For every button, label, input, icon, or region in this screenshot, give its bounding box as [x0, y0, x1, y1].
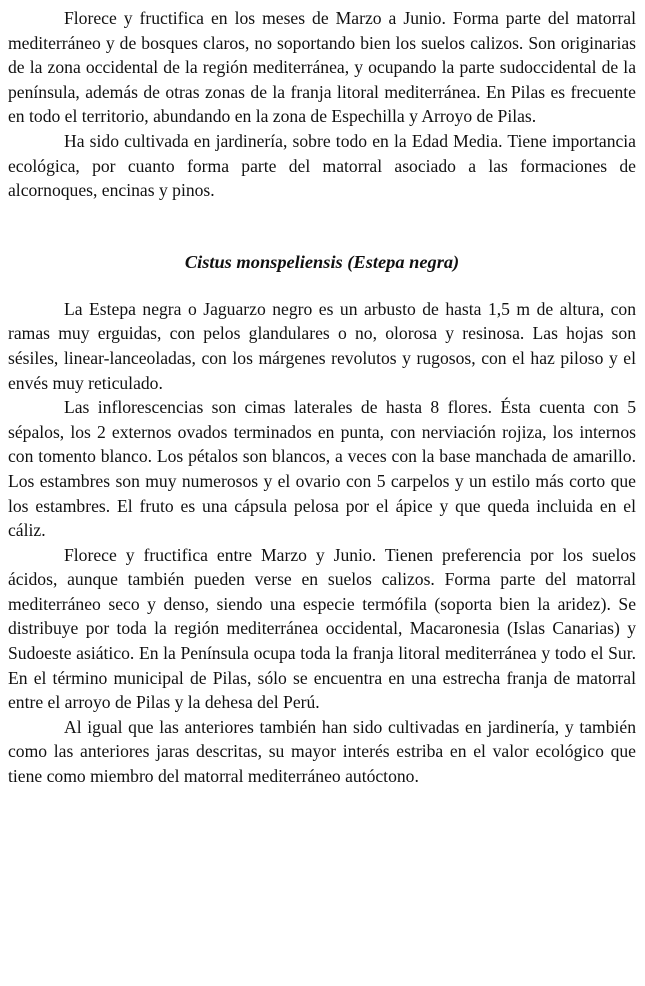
section-paragraph-distribution: Florece y fructifica entre Marzo y Junio. Tienen preferencia por los suelos ácidos, aunque también pueden verse en suelos calizos. Forma parte del matorral mediterráneo seco y denso, siendo una especie termófila (soporta bien la aridez). Se distribuye por toda la región mediterránea occidental, Macaronesia (Islas Canarias) y Sudoeste asiático. En la Península ocupa toda la franja litoral mediterránea y todo el Sur. En el término municipal de Pilas, sólo se encuentra en una estrecha franja de matorral entre el arroyo de Pilas y la dehesa del Perú. [8, 544, 636, 713]
section-title: Cistus monspeliensis (Estepa negra) [184, 251, 460, 272]
section-paragraph-description: La Estepa negra o Jaguarzo negro es un arbusto de hasta 1,5 m de altura, con ramas muy erguidas, con pelos glandulares o no, olorosa y resinosa. Las hojas son sésiles, linear-lanceoladas, con los márgenes revolutos y rugosos, con el haz piloso y el envés muy reticulado. [8, 298, 636, 393]
section-paragraph-ecology: Al igual que las anteriores también han sido cultivadas en jardinería, y también como las anteriores jaras descritas, su mayor interés estriba en el valor ecológico que tiene como miembro del matorral mediterráneo autóctono. [8, 716, 636, 787]
document-page [8, 6, 636, 789]
section-paragraph-inflorescence: Las inflorescencias son cimas laterales de hasta 8 flores. Ésta cuenta con 5 sépalos, los 2 externos ovados terminados en punta, con nerviación rojiza, los internos con tomento blanco. Los pétalos son blancos, a veces con la base manchada de amarillo. Los estambres son muy numerosos y el ovario con 5 carpelos y un estilo más corto que los estambres. El fruto es una cápsula pelosa por el ápice y que queda incluida en el cáliz. [8, 397, 636, 541]
intro-paragraph-flowering: Florece y fructifica en los meses de Marzo a Junio. Forma parte del matorral mediterráneo y de bosques claros, no soportando bien los suelos calizos. Son originarias de la zona occidental de la región mediterránea, y ocupando la parte sudoccidental de la península, además de otras zonas de la franja litoral mediterránea. En Pilas es frecuente en todo el territorio, abundando en la zona de Espechilla y Arroyo de Pilas. [8, 8, 636, 127]
intro-paragraph-cultivation: Ha sido cultivada en jardinería, sobre todo en la Edad Media. Tiene importancia ecológica, por cuanto forma parte del matorral asociado a las formaciones de alcornoques, encinas y pinos. [8, 130, 636, 201]
